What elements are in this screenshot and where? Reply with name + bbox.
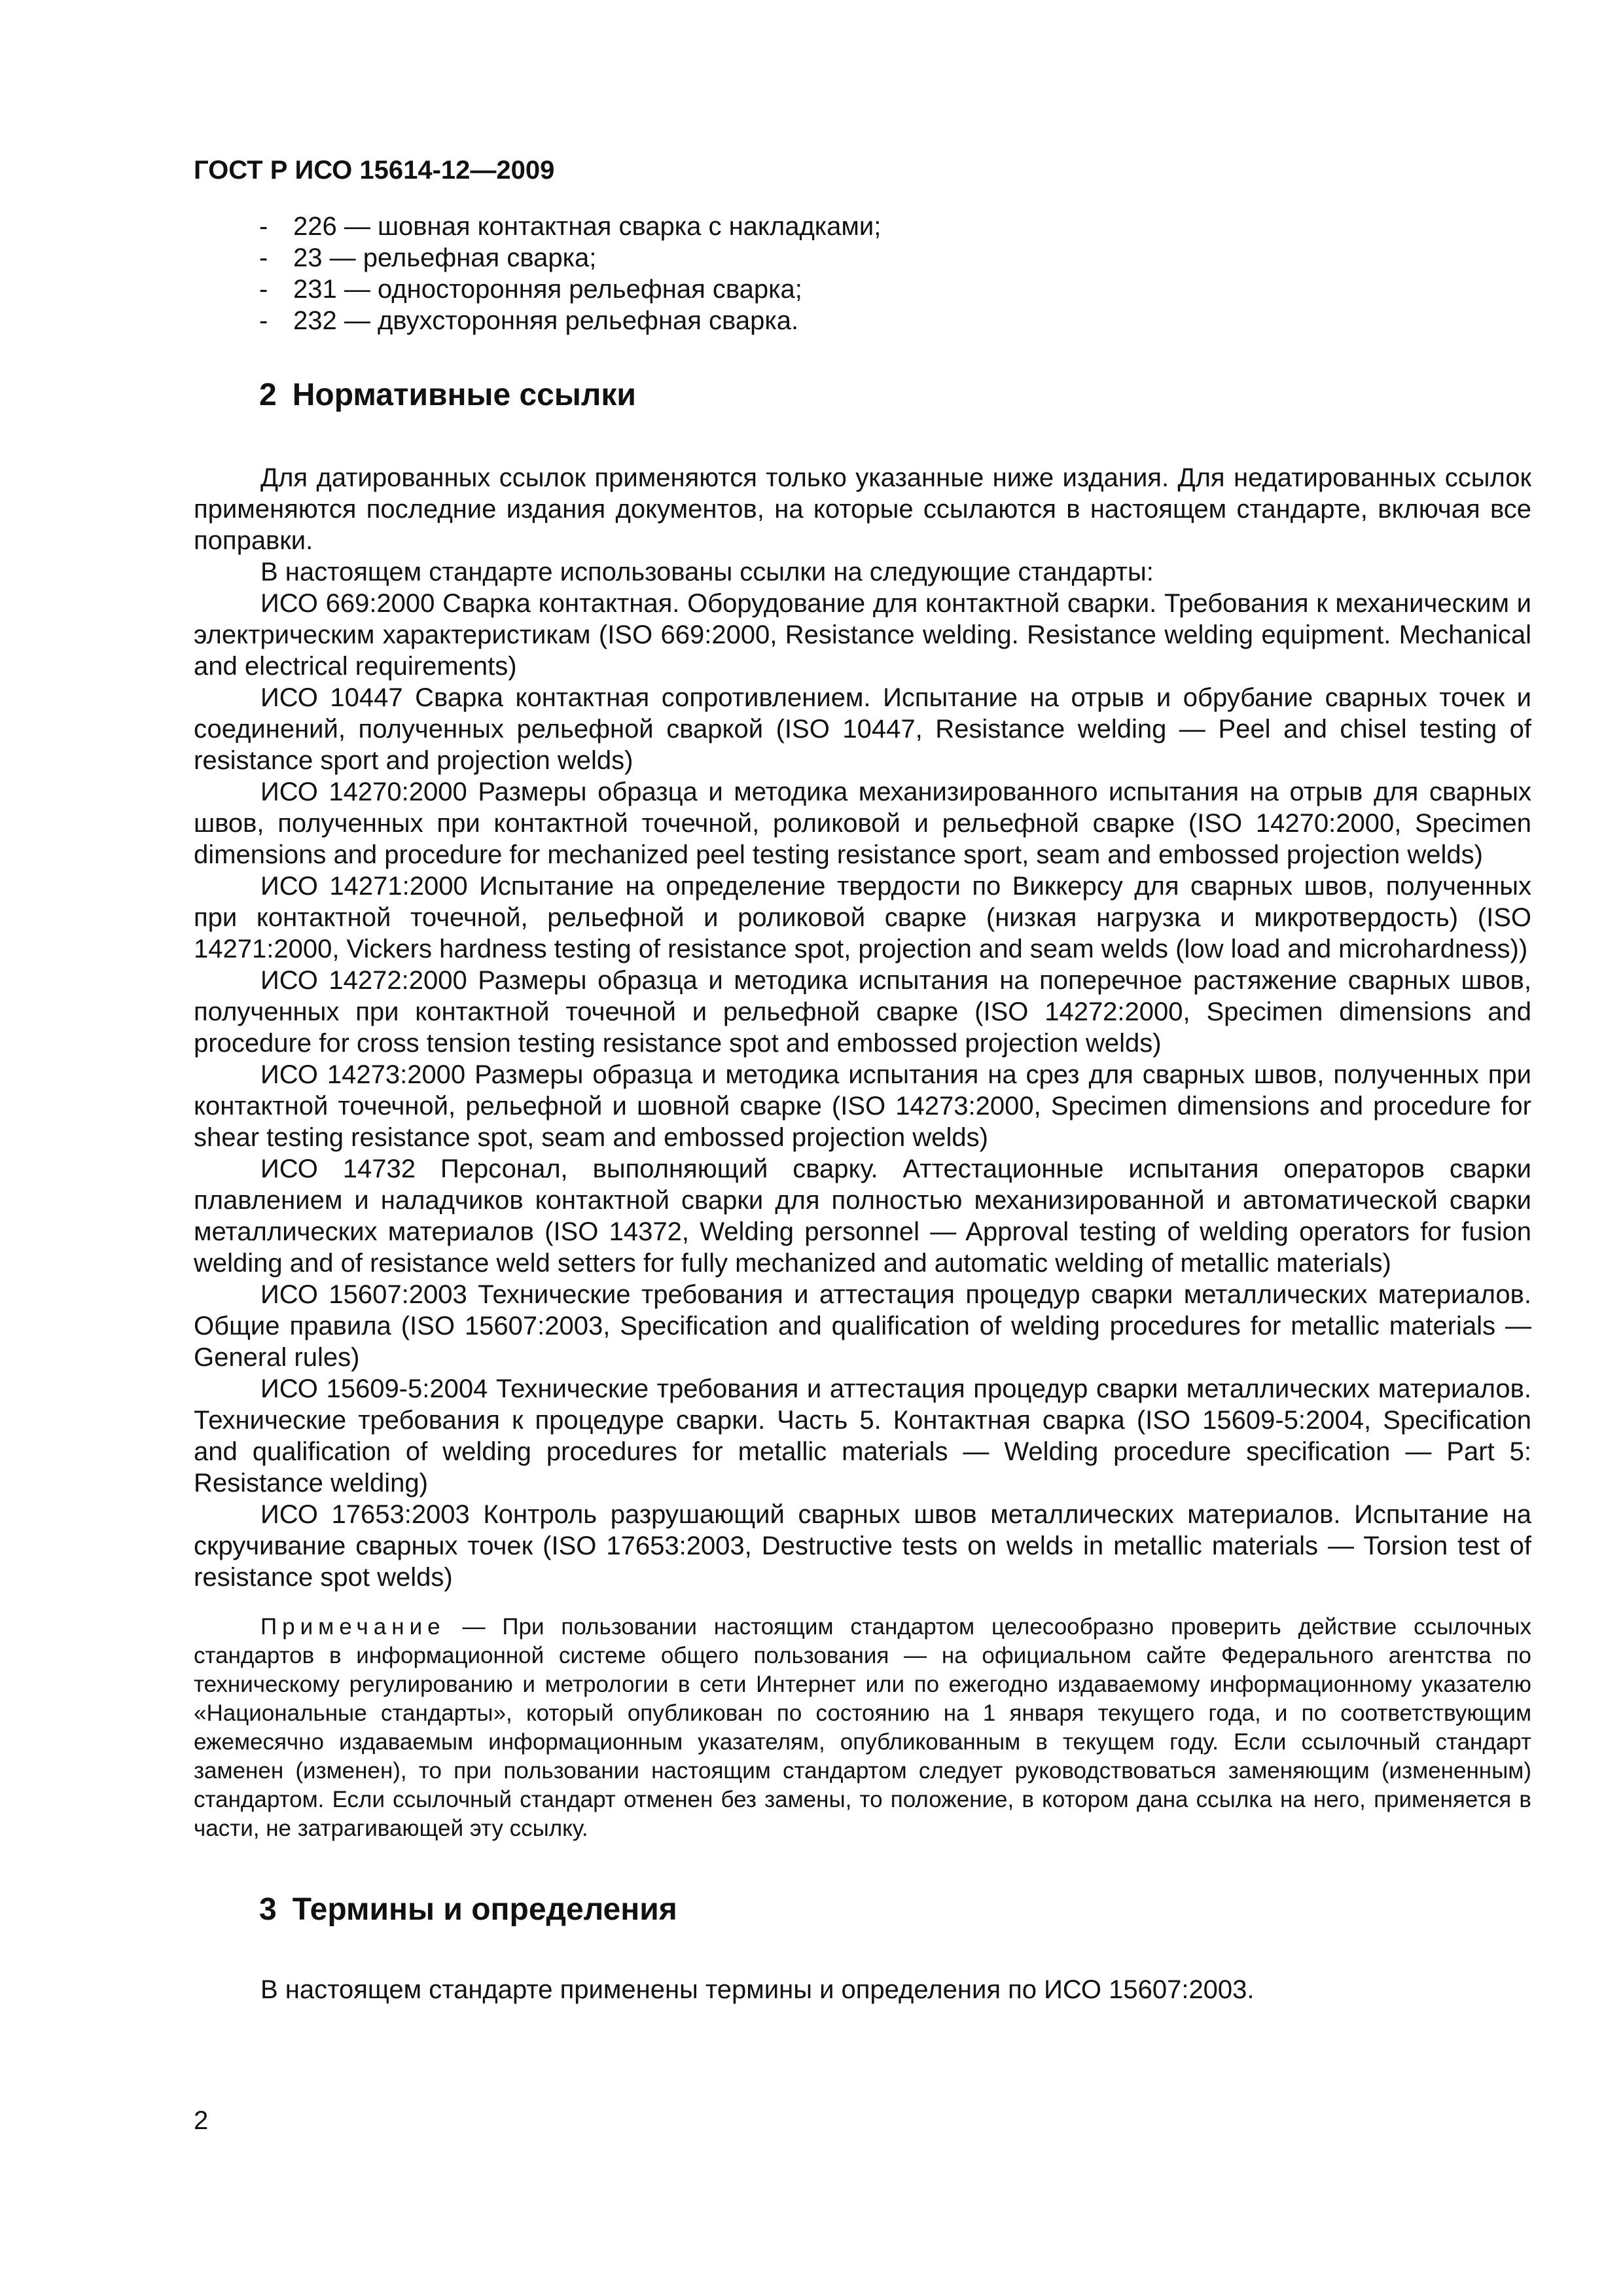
reference-entry: ИСО 15607:2003 Технические требования и аттестация процедур сварки металлических материалов. Общие правила (ISO 15607:2003, Specification and qualification of welding procedures for metallic materials — General rules): [194, 1280, 1531, 1372]
note-block: [194, 1613, 1531, 1843]
paragraph: В настоящем стандарте применены термины и определения по ИСО 15607:2003.: [260, 1975, 1255, 2004]
section-2-heading: [259, 377, 1531, 414]
list-item: [194, 274, 1531, 305]
paragraph: Для датированных ссылок применяются только указанные ниже издания. Для недатированных ссылок применяются последние издания документов, на которые ссылаются в настоящем стандарте, включая все поправки.: [194, 463, 1531, 555]
list-item-text: 226 — шовная контактная сварка с накладками;: [293, 212, 882, 241]
reference-entry: ИСО 14732 Персонал, выполняющий сварку. Аттестационные испытания операторов сварки плавлением и наладчиков контактной сварки для полностью механизированной и автоматической сварки металлических материалов (ISO 14372, Welding personnel — Approval testing of welding operators for fusion welding and of resistance weld setters for fully mechanized and automatic welding of metallic materials): [194, 1155, 1531, 1278]
section-3-heading: [259, 1892, 1531, 1928]
list-item: [194, 305, 1531, 336]
list-item: [194, 242, 1531, 274]
section-2-title: Нормативные ссылки: [292, 378, 636, 412]
list-item-text: 23 — рельефная сварка;: [293, 243, 597, 272]
section-3-number: 3: [259, 1892, 277, 1927]
reference-entry: ИСО 14272:2000 Размеры образца и методика испытания на поперечное растяжение сварных швов, полученных при контактной точечной и рельефной сварке (ISO 14272:2000, Specimen dimensions and procedure for cross tension testing resistance spot and embossed projection welds): [194, 966, 1531, 1058]
section-3-title: Термины и определения: [292, 1892, 677, 1927]
section-2-number: 2: [259, 378, 277, 412]
reference-entry: ИСО 14273:2000 Размеры образца и методика испытания на срез для сварных швов, полученных при контактной точечной, рельефной и шовной сварке (ISO 14273:2000, Specimen dimensions and procedure for shear testing resistance spot, seam and embossed projection welds): [194, 1060, 1531, 1152]
welding-process-list: [194, 211, 1531, 336]
list-dash: -: [259, 306, 268, 335]
list-item-text: 232 — двухсторонняя рельефная сварка.: [293, 306, 799, 335]
document-page: [194, 154, 1531, 2005]
reference-entry: ИСО 10447 Сварка контактная сопротивлением. Испытание на отрыв и обрубание сварных точек и соединений, полученных рельефной сваркой (ISO 10447, Resistance welding — Peel and chisel testing of resistance sport and projection welds): [194, 683, 1531, 775]
paragraph: В настоящем стандарте использованы ссылки на следующие стандарты:: [260, 558, 1154, 586]
reference-entry: ИСО 17653:2003 Контроль разрушающий сварных швов металлических материалов. Испытание на скручивание сварных точек (ISO 17653:2003, Destructive tests on welds in metallic materials — Torsion test of resistance spot welds): [194, 1500, 1531, 1592]
reference-entry: ИСО 669:2000 Сварка контактная. Оборудование для контактной сварки. Требования к механическим и электрическим характеристикам (ISO 669:2000, Resistance welding. Resistance welding equipment. Mechanical and electrical requirements): [194, 589, 1531, 681]
list-item-text: 231 — односторонняя рельефная сварка;: [293, 275, 802, 304]
list-dash: -: [259, 275, 268, 304]
list-item: [194, 211, 1531, 242]
note-text: — При пользовании настоящим стандартом целесообразно проверить действие ссылочных стандартов в информационной системе общего пользования — на официальном сайте Федерального агентства по техническому регулированию и метрологии в сети Интернет или по ежегодно издаваемому информационному указателю «Национальные стандарты», который опубликован по состоянию на 1 января текущего года, и по соответствующим ежемесячно издаваемым информационным указателям, опубликованным в текущем году. Если ссылочный стандарт заменен (изменен), то при пользовании настоящим стандартом следует руководствоваться заменяющим (измененным) стандартом. Если ссылочный стандарт отменен без замены, то положение, в котором дана ссылка на него, применяется в части, не затрагивающей эту ссылку.: [194, 1614, 1531, 1841]
reference-entry: ИСО 14271:2000 Испытание на определение твердости по Виккерсу для сварных швов, полученных при контактной точечной, рельефной и роликовой сварке (низкая нагрузка и микротвердость) (ISO 14271:2000, Vickers hardness testing of resistance spot, projection and seam welds (low load and microhardness)): [194, 872, 1531, 963]
section-3: [194, 1892, 1531, 2005]
reference-entry: ИСО 14270:2000 Размеры образца и методика механизированного испытания на отрыв для сварных швов, полученных при контактной точечной, роликовой и рельефной сварке (ISO 14270:2000, Specimen dimensions and procedure for mechanized peel testing resistance sport, seam and embossed projection welds): [194, 778, 1531, 869]
reference-entry: ИСО 15609-5:2004 Технические требования и аттестация процедур сварки металлических материалов. Технические требования к процедуре сварки. Часть 5. Контактная сварка (ISO 15609-5:2004, Specification and qualification of welding procedures for metallic materials — Welding procedure specification — Part 5: Resistance welding): [194, 1374, 1531, 1498]
document-header: ГОСТ Р ИСО 15614-12—2009: [194, 156, 555, 185]
list-dash: -: [259, 243, 268, 272]
list-dash: -: [259, 212, 268, 241]
section-2-body: [194, 462, 1531, 1843]
note-label: Примечание: [260, 1614, 446, 1640]
page-number: 2: [194, 2106, 209, 2135]
